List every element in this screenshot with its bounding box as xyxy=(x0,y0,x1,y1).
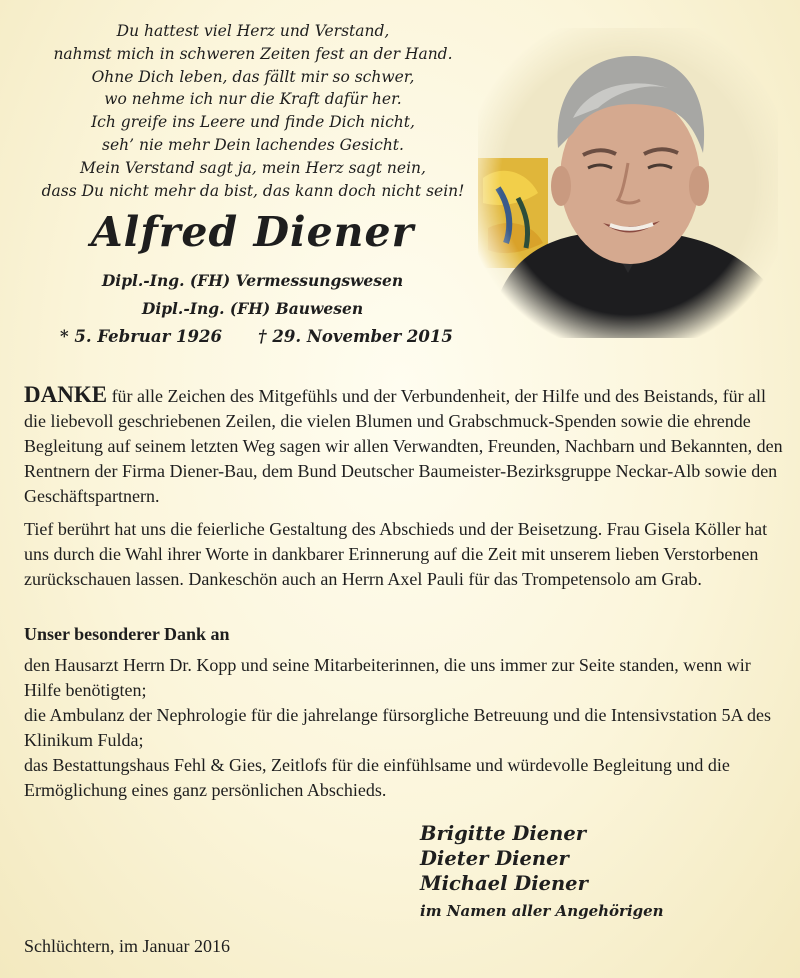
death-date: † 29. November 2015 xyxy=(258,327,453,346)
birth-date: * 5. Februar 1926 xyxy=(60,327,222,346)
poem-line: wo nehme ich nur die Kraft dafür her. xyxy=(104,90,402,109)
poem-line: dass Du nicht mehr da bist, das kann doch nicht sein! xyxy=(41,181,465,200)
poem-line: Ich greife ins Leere und finde Dich nicht, xyxy=(91,113,415,132)
signer-name: Michael Diener xyxy=(420,872,588,895)
signers-note: im Namen aller Angehörigen xyxy=(420,902,664,920)
thanks-text: für alle Zeichen des Mitgefühls und der Verbundenheit, der Hilfe und des Beistands, für all die liebevoll geschriebenen Zeilen, die vielen Blumen und Grabschmuck-Spenden sowie die ehrende Begleitung auf seinem letzten Weg sagen wir allen Verwandten, Freunden, Nachbarn und Bekannten, den Rentnern der Firma Diener-Bau, dem Bund Deutscher Baumeister-Bezirksgruppe Neckar-Alb sowie den Geschäftspartnern. xyxy=(24,386,783,506)
deceased-name: Alfred Diener xyxy=(90,208,415,256)
portrait-photo xyxy=(478,28,778,338)
signer-name: Dieter Diener xyxy=(420,847,569,870)
signers-block xyxy=(420,821,664,922)
poem xyxy=(14,20,492,202)
poem-line: seh’ nie mehr Dein lachendes Gesicht. xyxy=(102,135,404,154)
danke-heading: DANKE xyxy=(24,382,108,407)
thanks-doctor: den Hausarzt Herrn Dr. Kopp und seine Mitarbeiterinnen, die uns immer zur Seite standen, wenn wir Hilfe benötigten; xyxy=(24,655,751,700)
signer-name: Brigitte Diener xyxy=(420,822,586,845)
degree-line: Dipl.-Ing. (FH) Vermessungswesen xyxy=(101,271,404,290)
thanks-paragraph xyxy=(24,382,784,509)
thanks-hospital: die Ambulanz der Nephrologie für die jahrelange fürsorgliche Betreuung und die Intensivstation 5A des Klinikum Fulda; xyxy=(24,705,771,750)
poem-line: nahmst mich in schweren Zeiten fest an der Hand. xyxy=(53,44,453,63)
ceremony-paragraph: Tief berührt hat uns die feierliche Gestaltung des Abschieds und der Beisetzung. Frau Gisela Köller hat uns durch die Wahl ihrer Worte in dankbarer Erinnerung auf die Zeit mit unserem lieben Verstorbenen zurückschauen lassen. Dankeschön auch an Herrn Axel Pauli für das Trompetensolo am Grab. xyxy=(24,519,768,589)
poem-line: Mein Verstand sagt ja, mein Herz sagt nein, xyxy=(80,158,426,177)
special-thanks-heading: Unser besonderer Dank an xyxy=(24,624,230,644)
degree-line: Dipl.-Ing. (FH) Bauwesen xyxy=(141,299,364,318)
poem-line: Ohne Dich leben, das fällt mir so schwer, xyxy=(91,67,415,86)
thanks-funeral-home: das Bestattungshaus Fehl & Gies, Zeitlofs für die einfühlsame und würdevolle Begleitung und die Ermöglichung eines ganz persönlichen Abschieds. xyxy=(24,755,730,800)
poem-line: Du hattest viel Herz und Verstand, xyxy=(116,22,390,40)
place-date: Schlüchtern, im Januar 2016 xyxy=(24,936,230,956)
